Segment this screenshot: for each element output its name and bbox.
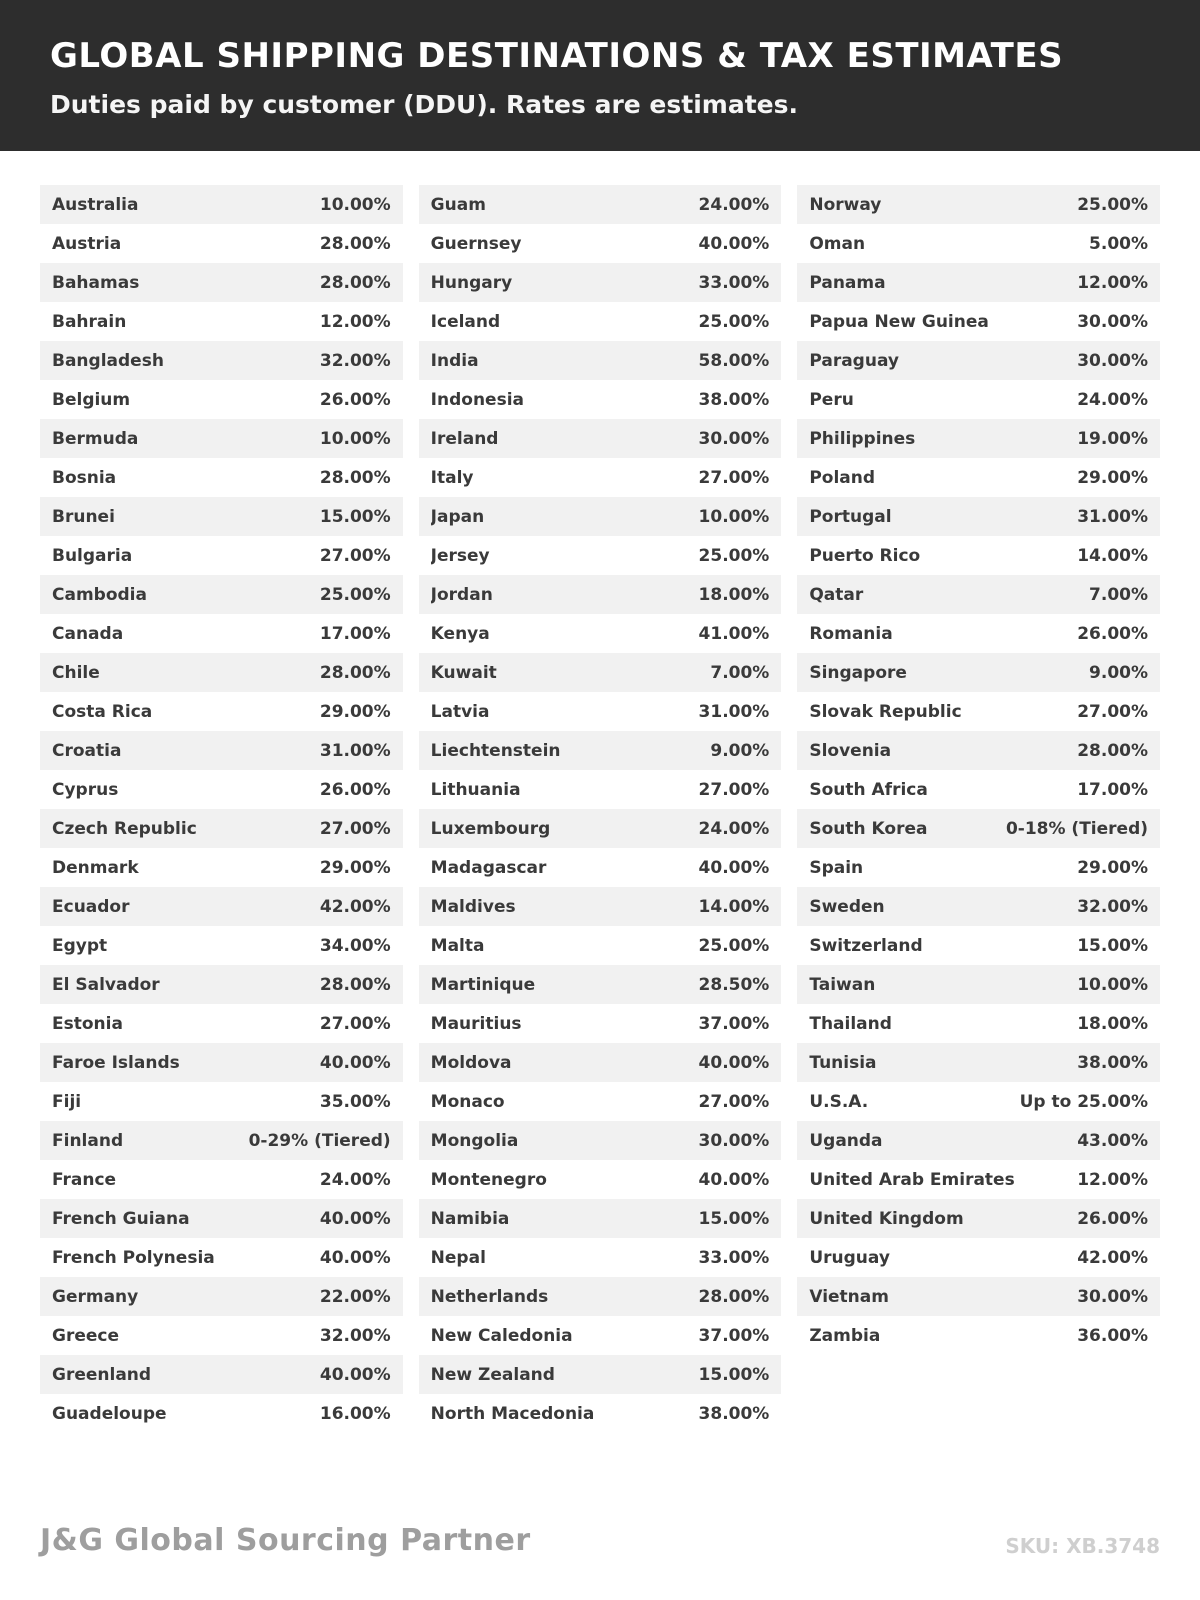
country-name: Sweden [809, 896, 885, 917]
tax-rate: 28.00% [319, 467, 391, 488]
tax-rate: 40.00% [319, 1208, 391, 1229]
country-name: Latvia [430, 701, 490, 722]
tax-rate: 15.00% [698, 1364, 770, 1385]
table-row [40, 1316, 403, 1355]
tax-rate: 27.00% [319, 545, 391, 566]
country-name: Egypt [52, 935, 108, 956]
country-name: Tunisia [809, 1052, 877, 1073]
country-name: Ireland [430, 428, 499, 449]
table-row [40, 1277, 403, 1316]
country-name: Panama [809, 272, 886, 293]
table-row [40, 1043, 403, 1082]
table-row [797, 1199, 1160, 1238]
table-row [797, 380, 1160, 419]
country-name: Kuwait [430, 662, 497, 683]
table-row [797, 965, 1160, 1004]
country-name: Romania [809, 623, 893, 644]
tax-rate: 26.00% [1077, 623, 1149, 644]
country-name: Taiwan [809, 974, 876, 995]
country-name: Slovak Republic [809, 701, 962, 722]
page-title: GLOBAL SHIPPING DESTINATIONS & TAX ESTIMATES [50, 36, 1064, 76]
country-name: Bulgaria [52, 545, 133, 566]
country-name: Guadeloupe [52, 1403, 167, 1424]
country-name: Bangladesh [52, 350, 164, 371]
table-row [40, 731, 403, 770]
table-row [40, 263, 403, 302]
country-name: Philippines [809, 428, 916, 449]
table-row [40, 1082, 403, 1121]
footer [0, 1523, 1200, 1600]
tax-rate: 40.00% [319, 1247, 391, 1268]
country-name: Germany [52, 1286, 139, 1307]
table-row [419, 536, 782, 575]
table-row [40, 1199, 403, 1238]
country-name: Japan [430, 506, 485, 527]
country-name: Hungary [430, 272, 513, 293]
country-name: Uganda [809, 1130, 883, 1151]
tax-rate: 15.00% [698, 1208, 770, 1229]
country-name: Thailand [809, 1013, 892, 1034]
country-name: Australia [52, 194, 139, 215]
table-row [40, 614, 403, 653]
tax-rate: 31.00% [1077, 506, 1149, 527]
tax-rate: 27.00% [698, 467, 770, 488]
country-name: Estonia [52, 1013, 123, 1034]
tax-rate: 28.50% [698, 974, 770, 995]
country-name: Malta [430, 935, 485, 956]
table-row [419, 887, 782, 926]
table-row [40, 770, 403, 809]
table-row [40, 1004, 403, 1043]
tax-rate: 25.00% [698, 311, 770, 332]
country-name: U.S.A. [809, 1091, 869, 1112]
country-name: Moldova [430, 1052, 512, 1073]
tax-rate: 25.00% [319, 584, 391, 605]
country-name: New Zealand [430, 1364, 555, 1385]
country-name: Spain [809, 857, 864, 878]
table-row [40, 1394, 403, 1433]
tax-rate: 58.00% [698, 350, 770, 371]
country-name: Qatar [809, 584, 864, 605]
tax-rate: 32.00% [319, 1325, 391, 1346]
tax-rate: 12.00% [1077, 1169, 1149, 1190]
tax-rate: 17.00% [319, 623, 391, 644]
tax-rate: 31.00% [698, 701, 770, 722]
table-row [419, 926, 782, 965]
country-name: Peru [809, 389, 854, 410]
tax-rate: 25.00% [698, 545, 770, 566]
table-row [419, 263, 782, 302]
table-row [797, 185, 1160, 224]
tax-rate: 32.00% [319, 350, 391, 371]
country-name: Bahamas [52, 272, 140, 293]
country-name: Zambia [809, 1325, 881, 1346]
country-name: Indonesia [430, 389, 524, 410]
country-name: Greece [52, 1325, 120, 1346]
tax-rate: 29.00% [1077, 467, 1149, 488]
table-row [40, 419, 403, 458]
tax-rate: 27.00% [319, 1013, 391, 1034]
tax-rate: Up to 25.00% [1019, 1091, 1149, 1112]
rates-column-2 [419, 185, 782, 1433]
country-name: Switzerland [809, 935, 923, 956]
country-name: Austria [52, 233, 122, 254]
tax-rate: 24.00% [698, 194, 770, 215]
table-row [797, 1121, 1160, 1160]
table-row [40, 224, 403, 263]
country-name: Kenya [430, 623, 490, 644]
tax-rate: 26.00% [1077, 1208, 1149, 1229]
tax-rate: 7.00% [1089, 584, 1149, 605]
country-name: Bosnia [52, 467, 117, 488]
table-row [40, 965, 403, 1004]
table-row [797, 1277, 1160, 1316]
tax-rate: 29.00% [319, 857, 391, 878]
country-name: Norway [809, 194, 882, 215]
table-row [797, 1316, 1160, 1355]
table-row [797, 926, 1160, 965]
table-row [797, 1082, 1160, 1121]
tax-rate: 0-18% (Tiered) [1005, 818, 1149, 839]
tax-rate: 40.00% [698, 233, 770, 254]
brand-text: J&G Global Sourcing Partner [40, 1523, 531, 1558]
table-row [797, 731, 1160, 770]
country-name: France [52, 1169, 117, 1190]
tax-rate: 10.00% [1077, 974, 1149, 995]
country-name: Lithuania [430, 779, 521, 800]
tax-rate: 18.00% [1077, 1013, 1149, 1034]
table-row [419, 731, 782, 770]
country-name: Jersey [430, 545, 490, 566]
tax-rate: 29.00% [319, 701, 391, 722]
table-row [797, 536, 1160, 575]
sku-text: SKU: XB.3748 [1005, 1534, 1160, 1558]
country-name: Slovenia [809, 740, 892, 761]
table-row [797, 497, 1160, 536]
rates-column-1 [40, 185, 403, 1433]
tax-rate: 25.00% [698, 935, 770, 956]
country-name: Brunei [52, 506, 115, 527]
tax-rate: 9.00% [1089, 662, 1149, 683]
country-name: Finland [52, 1130, 124, 1151]
country-name: Luxembourg [430, 818, 551, 839]
table-row [797, 1004, 1160, 1043]
tax-rate: 30.00% [1077, 311, 1149, 332]
table-row [419, 770, 782, 809]
country-name: Iceland [430, 311, 501, 332]
country-name: Netherlands [430, 1286, 549, 1307]
tax-rate: 19.00% [1077, 428, 1149, 449]
table-row [419, 809, 782, 848]
country-name: Paraguay [809, 350, 899, 371]
table-row [797, 1043, 1160, 1082]
table-row [797, 458, 1160, 497]
table-row [419, 341, 782, 380]
country-name: Bermuda [52, 428, 139, 449]
tax-rate: 33.00% [698, 272, 770, 293]
table-row [419, 380, 782, 419]
tax-rate: 24.00% [1077, 389, 1149, 410]
table-row [40, 926, 403, 965]
tax-rate: 34.00% [319, 935, 391, 956]
table-row [40, 692, 403, 731]
tax-rate: 38.00% [698, 389, 770, 410]
tax-rate: 27.00% [698, 1091, 770, 1112]
table-row [797, 848, 1160, 887]
table-row [419, 1121, 782, 1160]
table-row [797, 614, 1160, 653]
table-row [419, 1160, 782, 1199]
country-name: Mauritius [430, 1013, 522, 1034]
country-name: Montenegro [430, 1169, 547, 1190]
tax-rate: 30.00% [698, 1130, 770, 1151]
country-name: Faroe Islands [52, 1052, 180, 1073]
country-name: Oman [809, 233, 866, 254]
tax-rate: 26.00% [319, 779, 391, 800]
country-name: Uruguay [809, 1247, 890, 1268]
table-row [40, 809, 403, 848]
tax-rate: 15.00% [1077, 935, 1149, 956]
country-name: Madagascar [430, 857, 547, 878]
tax-rate: 31.00% [319, 740, 391, 761]
table-row [419, 653, 782, 692]
country-name: Fiji [52, 1091, 82, 1112]
tax-rate: 37.00% [698, 1325, 770, 1346]
country-name: Greenland [52, 1364, 152, 1385]
table-row [419, 1199, 782, 1238]
tax-rate: 29.00% [1077, 857, 1149, 878]
country-name: United Arab Emirates [809, 1169, 1015, 1190]
tax-rate: 27.00% [698, 779, 770, 800]
table-row [40, 887, 403, 926]
table-row [419, 1316, 782, 1355]
tax-rate: 5.00% [1089, 233, 1149, 254]
table-row [797, 341, 1160, 380]
tax-rate: 28.00% [698, 1286, 770, 1307]
table-row [40, 848, 403, 887]
country-name: Martinique [430, 974, 536, 995]
table-row [797, 1160, 1160, 1199]
tax-rate: 16.00% [319, 1403, 391, 1424]
table-row [40, 341, 403, 380]
table-row [40, 1238, 403, 1277]
table-row [40, 653, 403, 692]
table-row [419, 1043, 782, 1082]
country-name: Ecuador [52, 896, 130, 917]
page-subtitle: Duties paid by customer (DDU). Rates are estimates. [50, 90, 798, 119]
tax-rate: 42.00% [319, 896, 391, 917]
tax-rate: 40.00% [698, 857, 770, 878]
tax-rate: 27.00% [1077, 701, 1149, 722]
table-row [419, 224, 782, 263]
country-name: Chile [52, 662, 100, 683]
tax-rate: 38.00% [1077, 1052, 1149, 1073]
header-banner [0, 0, 1200, 151]
country-name: El Salvador [52, 974, 160, 995]
country-name: Liechtenstein [430, 740, 561, 761]
tax-rate: 28.00% [1077, 740, 1149, 761]
country-name: Costa Rica [52, 701, 153, 722]
tax-rate: 14.00% [698, 896, 770, 917]
table-row [419, 965, 782, 1004]
tax-rate: 12.00% [1077, 272, 1149, 293]
tax-rate: 35.00% [319, 1091, 391, 1112]
tax-rate: 24.00% [698, 818, 770, 839]
tax-rate: 41.00% [698, 623, 770, 644]
table-row [797, 302, 1160, 341]
tax-rate: 40.00% [319, 1364, 391, 1385]
country-name: Poland [809, 467, 876, 488]
table-row [419, 1277, 782, 1316]
table-row [797, 809, 1160, 848]
table-row [419, 185, 782, 224]
table-row [419, 1004, 782, 1043]
table-row [419, 1355, 782, 1394]
country-name: Maldives [430, 896, 516, 917]
table-row [419, 575, 782, 614]
tax-rate: 15.00% [319, 506, 391, 527]
country-name: French Polynesia [52, 1247, 215, 1268]
country-name: Singapore [809, 662, 907, 683]
table-row [40, 185, 403, 224]
tax-rate: 7.00% [710, 662, 770, 683]
tax-rate: 0-29% (Tiered) [248, 1130, 391, 1151]
tax-rate: 30.00% [1077, 1286, 1149, 1307]
table-row [40, 380, 403, 419]
table-row [797, 575, 1160, 614]
country-name: Croatia [52, 740, 122, 761]
table-row [419, 302, 782, 341]
table-row [419, 419, 782, 458]
country-name: French Guiana [52, 1208, 190, 1229]
table-row [797, 692, 1160, 731]
tax-rate: 40.00% [319, 1052, 391, 1073]
table-row [419, 692, 782, 731]
tax-rate: 33.00% [698, 1247, 770, 1268]
tax-rate: 28.00% [319, 974, 391, 995]
table-row [419, 458, 782, 497]
tax-rate: 28.00% [319, 272, 391, 293]
tax-rate: 32.00% [1077, 896, 1149, 917]
table-row [40, 536, 403, 575]
tax-rate: 9.00% [710, 740, 770, 761]
tax-rate: 10.00% [698, 506, 770, 527]
country-name: Portugal [809, 506, 892, 527]
country-name: Cambodia [52, 584, 147, 605]
table-row [40, 458, 403, 497]
table-row [419, 497, 782, 536]
table-row [40, 1121, 403, 1160]
country-name: South Korea [809, 818, 928, 839]
country-name: Namibia [430, 1208, 510, 1229]
table-row [419, 1082, 782, 1121]
country-name: Jordan [430, 584, 493, 605]
country-name: North Macedonia [430, 1403, 595, 1424]
table-row [40, 1160, 403, 1199]
tax-rate: 40.00% [698, 1052, 770, 1073]
tax-rate: 24.00% [319, 1169, 391, 1190]
table-row [797, 263, 1160, 302]
tax-rate: 12.00% [319, 311, 391, 332]
country-name: Nepal [430, 1247, 486, 1268]
tax-rate: 37.00% [698, 1013, 770, 1034]
country-name: Monaco [430, 1091, 505, 1112]
table-row [40, 1355, 403, 1394]
table-row [419, 1394, 782, 1433]
country-name: Mongolia [430, 1130, 519, 1151]
tax-rate: 26.00% [319, 389, 391, 410]
country-name: Czech Republic [52, 818, 197, 839]
country-name: Bahrain [52, 311, 127, 332]
table-row [419, 1238, 782, 1277]
country-name: Canada [52, 623, 124, 644]
tax-rate: 14.00% [1077, 545, 1149, 566]
table-row [40, 575, 403, 614]
table-row [797, 1238, 1160, 1277]
table-row [419, 848, 782, 887]
tax-rate: 40.00% [698, 1169, 770, 1190]
table-row [797, 887, 1160, 926]
country-name: United Kingdom [809, 1208, 964, 1229]
table-row [797, 770, 1160, 809]
tax-rate: 42.00% [1077, 1247, 1149, 1268]
tax-rate: 10.00% [319, 428, 391, 449]
table-row [419, 614, 782, 653]
country-name: Puerto Rico [809, 545, 921, 566]
country-name: South Africa [809, 779, 928, 800]
country-name: India [430, 350, 479, 371]
country-name: Italy [430, 467, 474, 488]
tax-rate: 36.00% [1077, 1325, 1149, 1346]
tax-rate: 27.00% [319, 818, 391, 839]
table-row [40, 302, 403, 341]
table-row [797, 224, 1160, 263]
country-name: New Caledonia [430, 1325, 573, 1346]
tax-rate: 30.00% [698, 428, 770, 449]
tax-rate: 18.00% [698, 584, 770, 605]
tax-rate: 28.00% [319, 233, 391, 254]
tax-rate: 43.00% [1077, 1130, 1149, 1151]
country-name: Denmark [52, 857, 139, 878]
country-name: Papua New Guinea [809, 311, 989, 332]
country-name: Vietnam [809, 1286, 889, 1307]
tax-rate: 28.00% [319, 662, 391, 683]
country-name: Belgium [52, 389, 131, 410]
tax-rate: 10.00% [319, 194, 391, 215]
tax-rate: 17.00% [1077, 779, 1149, 800]
rates-table [0, 151, 1200, 1433]
tax-rate: 38.00% [698, 1403, 770, 1424]
table-row [40, 497, 403, 536]
tax-rate: 30.00% [1077, 350, 1149, 371]
country-name: Guernsey [430, 233, 522, 254]
tax-rate: 25.00% [1077, 194, 1149, 215]
table-row [797, 653, 1160, 692]
rates-column-3 [797, 185, 1160, 1355]
table-row [797, 419, 1160, 458]
tax-rate: 22.00% [319, 1286, 391, 1307]
country-name: Guam [430, 194, 486, 215]
country-name: Cyprus [52, 779, 119, 800]
